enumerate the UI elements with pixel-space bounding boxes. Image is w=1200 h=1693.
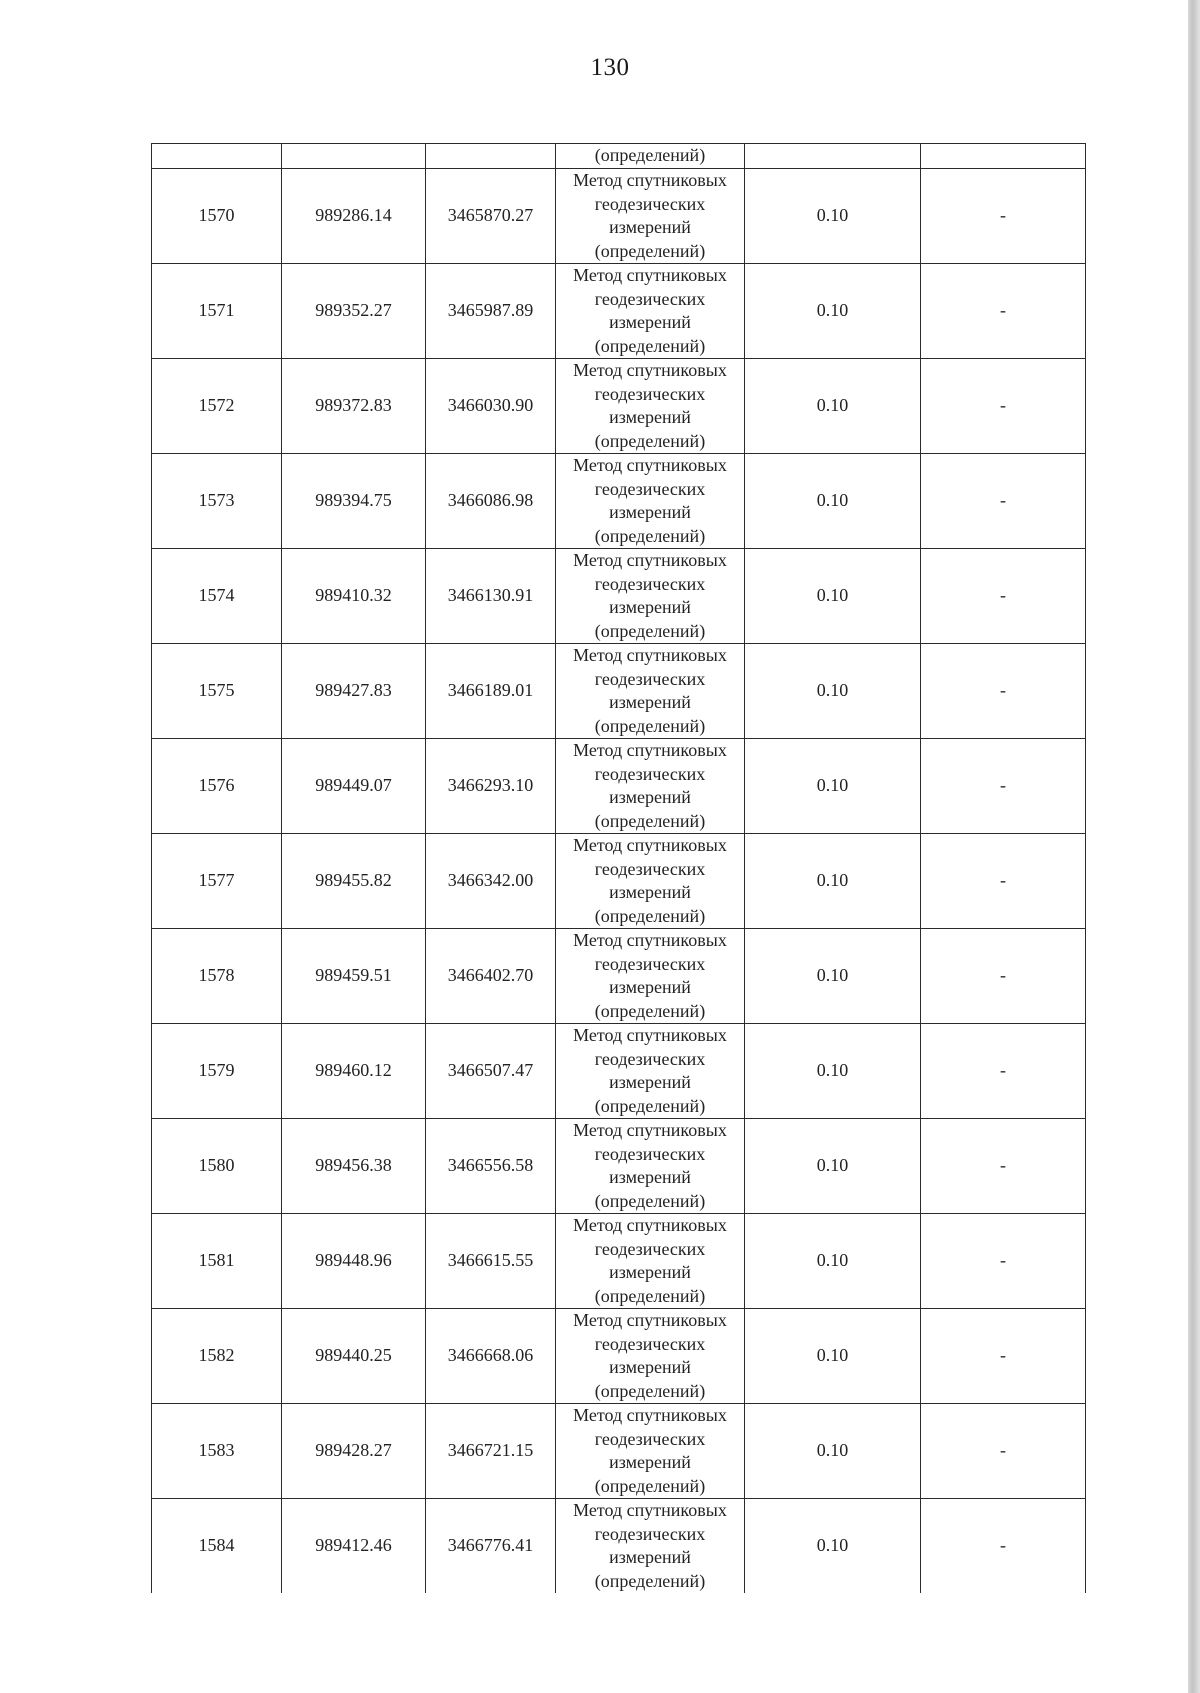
cell-x-coordinate: 989455.82 bbox=[282, 834, 426, 929]
cell-y-coordinate: 3466130.91 bbox=[426, 549, 556, 644]
cell-x-coordinate: 989372.83 bbox=[282, 359, 426, 454]
cell-point-number: 1571 bbox=[152, 264, 282, 359]
cell-note: - bbox=[921, 1404, 1086, 1499]
table-row bbox=[152, 264, 1086, 359]
cell-point-number: 1576 bbox=[152, 739, 282, 834]
cell-method: Метод спутниковых геодезических измерений (определений) bbox=[556, 1024, 745, 1119]
cell-point-number: 1580 bbox=[152, 1119, 282, 1214]
cell-note: - bbox=[921, 264, 1086, 359]
cell-x-coordinate: 989448.96 bbox=[282, 1214, 426, 1309]
cell-precision: 0.10 bbox=[745, 264, 921, 359]
cell-precision: 0.10 bbox=[745, 1309, 921, 1404]
cell-method: Метод спутниковых геодезических измерений (определений) bbox=[556, 454, 745, 549]
cell-x-coordinate: 989410.32 bbox=[282, 549, 426, 644]
table-body bbox=[152, 144, 1086, 1594]
page-number: 130 bbox=[590, 54, 630, 81]
table-row bbox=[152, 1309, 1086, 1404]
cell-method: Метод спутниковых геодезических измерений (определений) bbox=[556, 169, 745, 264]
cell-x bbox=[282, 144, 426, 169]
table-row bbox=[152, 549, 1086, 644]
cell-note: - bbox=[921, 1499, 1086, 1594]
cell-method: (определений) bbox=[556, 144, 745, 169]
cell-x-coordinate: 989460.12 bbox=[282, 1024, 426, 1119]
cell-precision: 0.10 bbox=[745, 169, 921, 264]
table-row bbox=[152, 454, 1086, 549]
cell-method: Метод спутниковых геодезических измерений (определений) bbox=[556, 549, 745, 644]
cell-x-coordinate: 989427.83 bbox=[282, 644, 426, 739]
cell-method: Метод спутниковых геодезических измерений (определений) bbox=[556, 1404, 745, 1499]
cell-point-number: 1575 bbox=[152, 644, 282, 739]
cell-y-coordinate: 3466721.15 bbox=[426, 1404, 556, 1499]
cell-note: - bbox=[921, 929, 1086, 1024]
cell-x-coordinate: 989412.46 bbox=[282, 1499, 426, 1594]
cell-point-number: 1573 bbox=[152, 454, 282, 549]
cell-point-number: 1578 bbox=[152, 929, 282, 1024]
table-row bbox=[152, 169, 1086, 264]
cell-note: - bbox=[921, 1024, 1086, 1119]
cell-precision: 0.10 bbox=[745, 929, 921, 1024]
cell-point-number: 1577 bbox=[152, 834, 282, 929]
table-row bbox=[152, 929, 1086, 1024]
cell-method: Метод спутниковых геодезических измерений (определений) bbox=[556, 264, 745, 359]
cell-precision bbox=[745, 144, 921, 169]
cell-point-number: 1582 bbox=[152, 1309, 282, 1404]
cell-note: - bbox=[921, 739, 1086, 834]
table-row bbox=[152, 1024, 1086, 1119]
cell-y-coordinate: 3465987.89 bbox=[426, 264, 556, 359]
cell-method: Метод спутниковых геодезических измерений (определений) bbox=[556, 834, 745, 929]
cell-precision: 0.10 bbox=[745, 549, 921, 644]
cell-num bbox=[152, 144, 282, 169]
cell-y bbox=[426, 144, 556, 169]
cell-method: Метод спутниковых геодезических измерений (определений) bbox=[556, 644, 745, 739]
cell-note: - bbox=[921, 834, 1086, 929]
cell-x-coordinate: 989394.75 bbox=[282, 454, 426, 549]
cell-precision: 0.10 bbox=[745, 454, 921, 549]
cell-note: - bbox=[921, 644, 1086, 739]
cell-method: Метод спутниковых геодезических измерений (определений) bbox=[556, 359, 745, 454]
cell-y-coordinate: 3466402.70 bbox=[426, 929, 556, 1024]
cell-point-number: 1581 bbox=[152, 1214, 282, 1309]
cell-point-number: 1574 bbox=[152, 549, 282, 644]
cell-precision: 0.10 bbox=[745, 834, 921, 929]
cell-point-number: 1584 bbox=[152, 1499, 282, 1594]
cell-precision: 0.10 bbox=[745, 1404, 921, 1499]
cell-precision: 0.10 bbox=[745, 644, 921, 739]
cell-y-coordinate: 3466507.47 bbox=[426, 1024, 556, 1119]
cell-method: Метод спутниковых геодезических измерений (определений) bbox=[556, 1499, 745, 1594]
cell-x-coordinate: 989449.07 bbox=[282, 739, 426, 834]
cell-x-coordinate: 989440.25 bbox=[282, 1309, 426, 1404]
cell-note bbox=[921, 144, 1086, 169]
cell-y-coordinate: 3466293.10 bbox=[426, 739, 556, 834]
cell-method: Метод спутниковых геодезических измерений (определений) bbox=[556, 739, 745, 834]
cell-note: - bbox=[921, 169, 1086, 264]
cell-x-coordinate: 989456.38 bbox=[282, 1119, 426, 1214]
cell-method: Метод спутниковых геодезических измерений (определений) bbox=[556, 1309, 745, 1404]
cell-y-coordinate: 3466189.01 bbox=[426, 644, 556, 739]
table-row bbox=[152, 644, 1086, 739]
cell-y-coordinate: 3466668.06 bbox=[426, 1309, 556, 1404]
cell-method: Метод спутниковых геодезических измерений (определений) bbox=[556, 1214, 745, 1309]
cell-precision: 0.10 bbox=[745, 1119, 921, 1214]
cell-note: - bbox=[921, 1119, 1086, 1214]
cell-method: Метод спутниковых геодезических измерений (определений) bbox=[556, 929, 745, 1024]
cell-note: - bbox=[921, 1214, 1086, 1309]
table-row bbox=[152, 1404, 1086, 1499]
cell-x-coordinate: 989459.51 bbox=[282, 929, 426, 1024]
cell-method: Метод спутниковых геодезических измерений (определений) bbox=[556, 1119, 745, 1214]
cell-x-coordinate: 989352.27 bbox=[282, 264, 426, 359]
cell-point-number: 1583 bbox=[152, 1404, 282, 1499]
cell-precision: 0.10 bbox=[745, 1024, 921, 1119]
cell-point-number: 1579 bbox=[152, 1024, 282, 1119]
cell-y-coordinate: 3466615.55 bbox=[426, 1214, 556, 1309]
scan-edge-shadow bbox=[1188, 0, 1200, 1693]
cell-note: - bbox=[921, 1309, 1086, 1404]
cell-y-coordinate: 3466086.98 bbox=[426, 454, 556, 549]
cell-y-coordinate: 3465870.27 bbox=[426, 169, 556, 264]
cell-x-coordinate: 989286.14 bbox=[282, 169, 426, 264]
table-row bbox=[152, 1214, 1086, 1309]
table-row bbox=[152, 1119, 1086, 1214]
table-row bbox=[152, 834, 1086, 929]
cell-precision: 0.10 bbox=[745, 1214, 921, 1309]
table-row-continuation bbox=[152, 144, 1086, 169]
cell-y-coordinate: 3466556.58 bbox=[426, 1119, 556, 1214]
cell-note: - bbox=[921, 359, 1086, 454]
cell-precision: 0.10 bbox=[745, 1499, 921, 1594]
coordinates-table bbox=[151, 143, 1086, 1593]
cell-note: - bbox=[921, 549, 1086, 644]
cell-x-coordinate: 989428.27 bbox=[282, 1404, 426, 1499]
cell-y-coordinate: 3466342.00 bbox=[426, 834, 556, 929]
table-row bbox=[152, 359, 1086, 454]
table-row bbox=[152, 739, 1086, 834]
cell-note: - bbox=[921, 454, 1086, 549]
cell-y-coordinate: 3466030.90 bbox=[426, 359, 556, 454]
cell-point-number: 1572 bbox=[152, 359, 282, 454]
cell-point-number: 1570 bbox=[152, 169, 282, 264]
cell-precision: 0.10 bbox=[745, 739, 921, 834]
cell-precision: 0.10 bbox=[745, 359, 921, 454]
cell-y-coordinate: 3466776.41 bbox=[426, 1499, 556, 1594]
table-row bbox=[152, 1499, 1086, 1594]
